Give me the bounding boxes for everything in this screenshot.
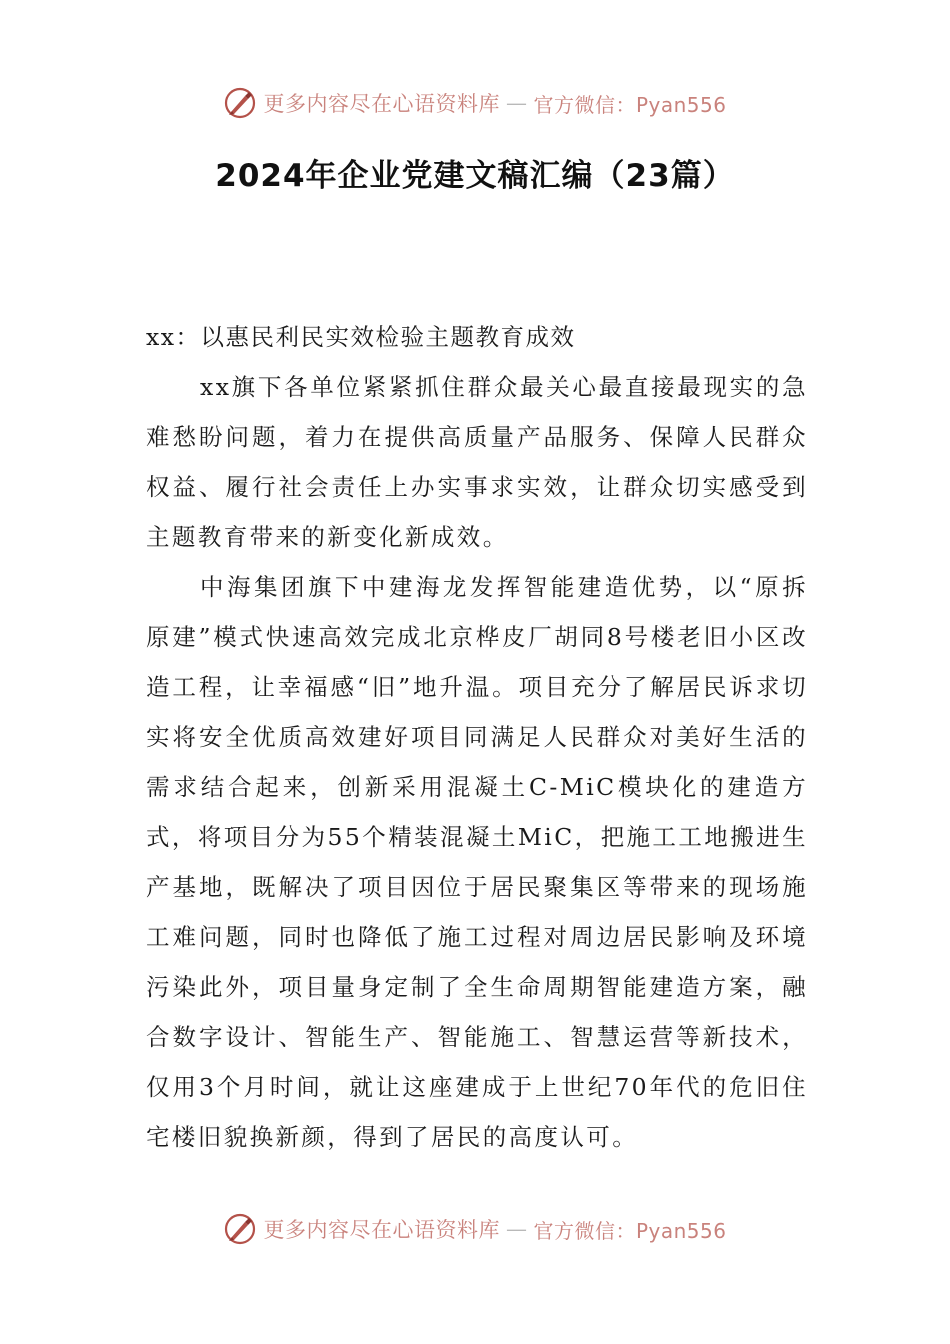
watermark-contact: 官方微信：Pyan556 <box>533 92 727 117</box>
document-title: 2024年企业党建文稿汇编（23篇） <box>215 158 735 194</box>
watermark-separator: — <box>505 1217 528 1241</box>
watermark-separator: — <box>505 91 528 115</box>
document-body <box>146 312 808 1162</box>
watermark-contact: 官方微信：Pyan556 <box>533 1218 727 1243</box>
header-watermark <box>0 86 950 120</box>
pen-circle-icon <box>223 1212 257 1246</box>
watermark-text: 更多内容尽在心语资料库 <box>263 92 500 116</box>
watermark-text: 更多内容尽在心语资料库 <box>263 1218 500 1242</box>
paragraph-1: xx旗下各单位紧紧抓住群众最关心最直接最现实的急难愁盼问题，着力在提供高质量产品服务、保障人民群众权益、履行社会责任上办实事求实效，让群众切实感受到主题教育带来的新变化新成效。 <box>146 373 808 551</box>
section-subheading: xx：以惠民利民实效检验主题教育成效 <box>146 323 576 351</box>
footer-watermark <box>0 1212 950 1246</box>
pen-circle-icon <box>223 86 257 120</box>
paragraph-2: 中海集团旗下中建海龙发挥智能建造优势，以“原拆原建”模式快速高效完成北京桦皮厂胡同8号楼老旧小区改造工程，让幸福感“旧”地升温。项目充分了解居民诉求切实将安全优质高效建好项目同满足人民群众对美好生活的需求结合起来，创新采用混凝土C-MiC模块化的建造方式，将项目分为55个精装混凝土MiC，把施工工地搬进生产基地，既解决了项目因位于居民聚集区等带来的现场施工难问题，同时也降低了施工过程对周边居民影响及环境污染此外，项目量身定制了全生命周期智能建造方案，融合数字设计、智能生产、智能施工、智慧运营等新技术，仅用3个月时间，就让这座建成于上世纪70年代的危旧住宅楼旧貌换新颜，得到了居民的高度认可。 <box>146 573 808 1151</box>
